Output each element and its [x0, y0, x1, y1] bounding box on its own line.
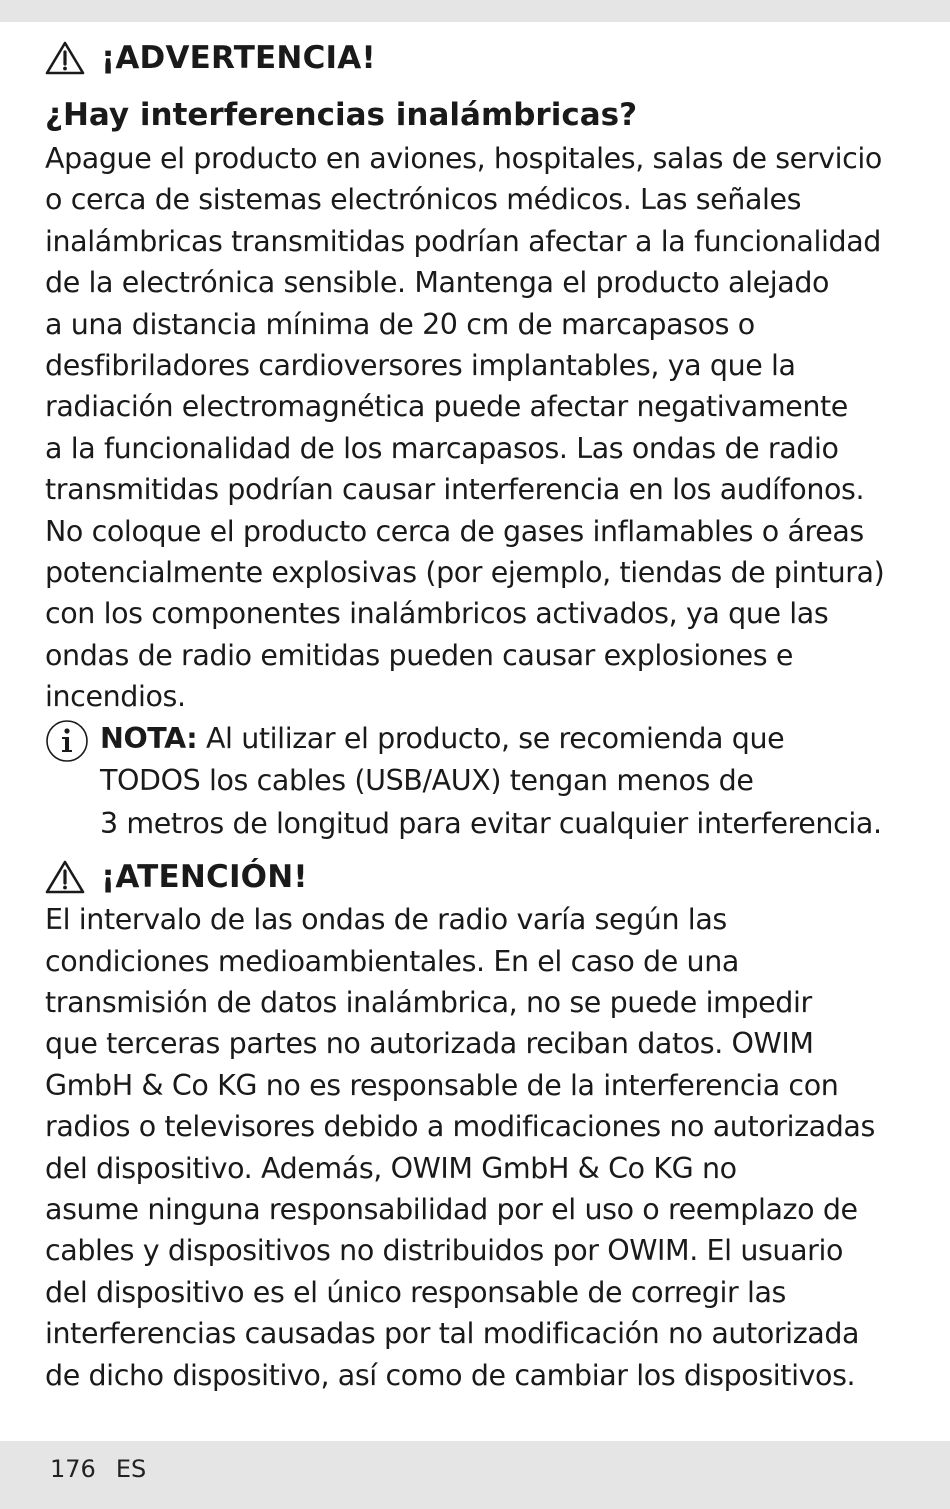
info-icon — [45, 719, 89, 763]
page-footer — [50, 1455, 146, 1483]
attention-title: ¡ATENCIÓN! — [101, 859, 308, 896]
warning-body: Apague el producto en aviones, hospitales, salas de servicio o cerca de sistemas electrónicos médicos. Las señales inalámbricas transmitidas podrían afectar a la funcionalidad de la electrónica sensible. Mantenga el producto alejado a una distancia mínima de 20 cm de marcapasos o desfibriladores cardioversores implantables, ya que la radiación electromagnética puede afectar negativamente a la funcionalidad de los marcapasos. Las ondas de radio transmitidas podrían causar interferencia en los audífonos. No coloque el producto cerca de gases inflamables o áreas potencialmente explosivas (por ejemplo, tiendas de pintura) con los componentes inalámbricos activados, ya que las ondas de radio emitidas pueden causar explosiones e incendios. — [45, 142, 885, 714]
note-text — [100, 718, 925, 846]
warning-heading-row — [45, 36, 925, 80]
note-label: NOTA: — [100, 721, 198, 755]
attention-heading-row — [45, 855, 925, 899]
page-number: 176 — [50, 1455, 96, 1483]
warning-subtitle: ¿Hay interferencias inalámbricas? — [45, 97, 638, 133]
top-band — [0, 0, 950, 22]
language-code: ES — [115, 1455, 147, 1483]
attention-body: El intervalo de las ondas de radio varía según las condiciones medioambientales. En el caso de una transmisión de datos inalámbrica, no se puede impedir que terceras partes no autorizada reciban datos. OWIM GmbH & Co KG no es responsable de la interferencia con radios o televisores debido a modificaciones no autorizadas del dispositivo. Además, OWIM GmbH & Co KG no asume ninguna responsabilidad por el uso o reemplazo de cables y dispositivos no distribuidos por OWIM. El usuario del dispositivo es el único responsable de corregir las interferencias causadas por tal modificación no autorizada de dicho dispositivo, así como de cambiar los dispositivos. — [45, 903, 875, 1392]
warning-triangle-icon — [45, 41, 85, 75]
warning-title: ¡ADVERTENCIA! — [101, 40, 376, 76]
note-body: Al utilizar el producto, se recomienda que TODOS los cables (USB/AUX) tengan menos de 3 metros de longitud para evitar cualquier interferencia. — [100, 721, 882, 840]
page-content — [45, 36, 925, 1396]
note-block — [45, 718, 925, 846]
warning-triangle-icon — [45, 860, 85, 894]
